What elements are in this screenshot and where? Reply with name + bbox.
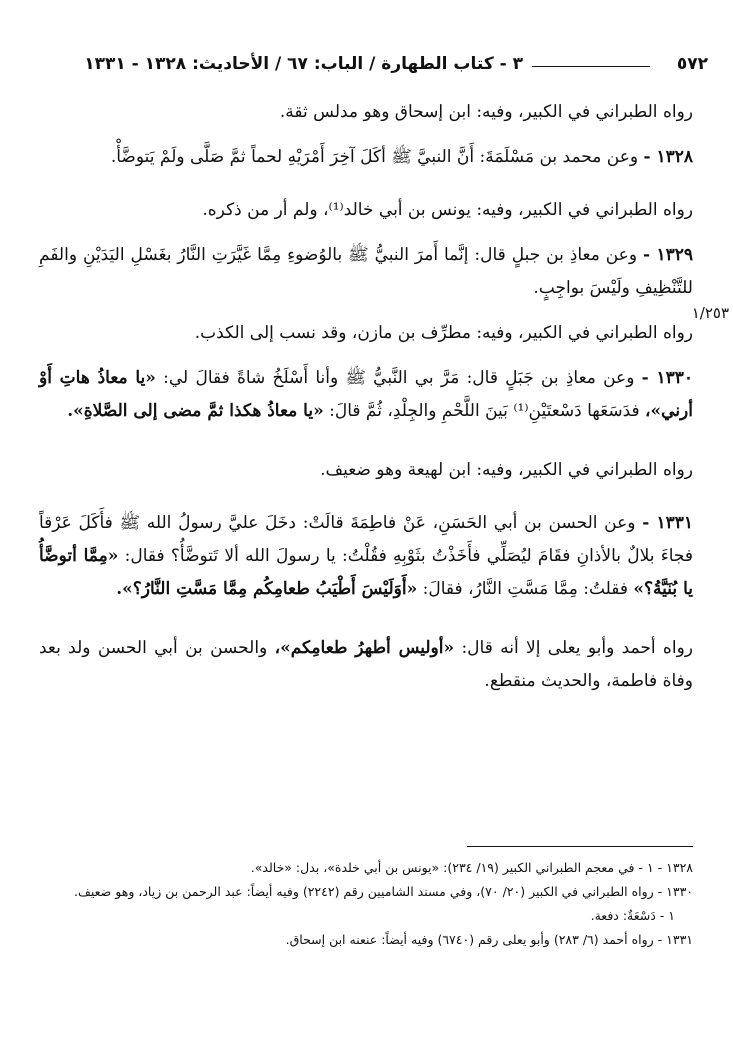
prophet-quote: «يا معاذُ هاتِ أَوْ أرني»، [39,368,693,421]
paragraph-narration: رواه الطبراني في الكبير، وفيه: يونس بن أبي خالد⁽¹⁾، ولم أر من ذكره. [202,200,693,220]
footnote: ١٣٣١ - رواه أحمد (٦/ ٢٨٣) وأبو يعلى رقم (٦٧٤٠) وفيه أيضاً: عنعنه ابن إسحاق. [285,932,693,947]
hadith-1328 [39,141,693,174]
paragraph-narration: رواه الطبراني في الكبير، وفيه: ابن لهيعة وهو ضعيف. [320,460,693,480]
paragraph-narration [39,632,693,698]
hadith-text: وعن الحسن بن أبي الحَسَنِ، عَنْ فاطِمَةَ قالَتْ: دخَلَ عليَّ رسولُ الله ﷺ فأَكَلَ عَرْقاً فجاءَ بلالٌ بالأذانِ فقَامَ ليُصَلِّي فأَخَذْتُ بثَوْبِهِ فقُلْتُ: يا رسولَ الله ألا تَتوضَّأُ؟ فقال: [39,513,694,566]
hadith-text: وعن معاذِ بن جبلٍ قال: إنَّما أَمرَ النبيُّ ﷺ بالوُضوءِ مِمَّا غَيَّرَتِ النَّارُ بغَسْلِ اليَدَيْنِ والفَمِ للتَّنْظِيفِ ولَيْسَ بواجِبٍ. [39,245,693,298]
footnote-divider [467,846,693,847]
hadith-text: وعن محمد بن مَسْلَمَةَ: أَنَّ النبيَّ ﷺ أكَلَ آخِرَ أَمْرَيْهِ لحماً ثمَّ صَلَّى ولَمْ يَتوضَّأْ. [110,147,639,167]
page-header [20,46,708,86]
footnote: ١ - دَسْعَةٌ: دفعة. [590,908,675,923]
paragraph-narration: رواه الطبراني في الكبير، وفيه: مطرِّف بن مازن، وقد نسب إلى الكذب. [194,323,693,343]
hadith-number: ١٣٣١ - [642,513,694,533]
hadith-text-continued: فدَسَعَها دَسْعتَيْنِ⁽¹⁾ بَينَ اللَّحْمِ والجِلْدِ، ثُمَّ قالَ: [329,401,640,421]
page-number: ٥٧٢ [676,54,708,74]
prophet-quote: «مِمَّا أتوضَّأُ يا بُنَيَّةُ؟» [39,546,693,599]
hadith-number: ١٣٢٨ - [643,147,693,167]
prophet-quote: «أَوَلَيْسَ أَطْيَبُ طعامِكُم مِمَّا مَسَّتِ النَّارُ؟». [116,579,418,599]
paragraph-narration: رواه الطبراني في الكبير، وفيه: ابن إسحاق وهو مدلس ثقة. [279,102,693,122]
narration-text: رواه أحمد وأبو يعلى إلا أنه قال: [461,638,693,658]
hadith-1330 [39,362,693,428]
hadith-text: وعن معاذِ بن جَبَلٍ قال: مَرَّ بي النَّبيُّ ﷺ وأنا أَسْلَخُ شاةً فقالَ لي: [163,368,635,388]
main-text [39,96,693,698]
header-title: ٣ - كتاب الطهارة / الباب: ٦٧ / الأحاديث: ١٣٢٨ - ١٣٣١ [84,54,523,74]
margin-reference: ١/٢٥٣ [691,304,729,322]
footnotes [39,856,693,952]
hadith-text-continued: فقلتُ: مِمَّا مَسَّتِ النَّارُ، فقالَ: [422,579,628,599]
footnote: ١٣٢٨ - ١ - في معجم الطبراني الكبير (١٩/ ٢٣٤): «يونس بن أبي خلدة»، بدل: «خالد». [250,860,693,875]
footnote: ١٣٣٠ - رواه الطبراني في الكبير (٢٠/ ٧٠)، وفي مسند الشاميين رقم (٢٢٤٢) وفيه أيضاً: عبد الرحمن بن زياد، وهو ضعيف. [73,884,693,899]
hadith-1331 [39,507,693,606]
hadith-1329 [39,239,693,305]
narration-text-continued: والحسن بن أبي الحسن ولد بعد وفاة فاطمة، والحديث منقطع. [39,638,693,691]
header-rule [532,66,650,67]
hadith-number: ١٣٣٠ - [641,368,693,388]
hadith-number: ١٣٢٩ - [642,245,693,265]
prophet-quote: «يا معاذُ هكذا ثمَّ مضى إلى الصَّلاةِ». [67,401,324,421]
narration-quote: «أوليس أطهرُ طعامِكم»، [274,638,455,658]
